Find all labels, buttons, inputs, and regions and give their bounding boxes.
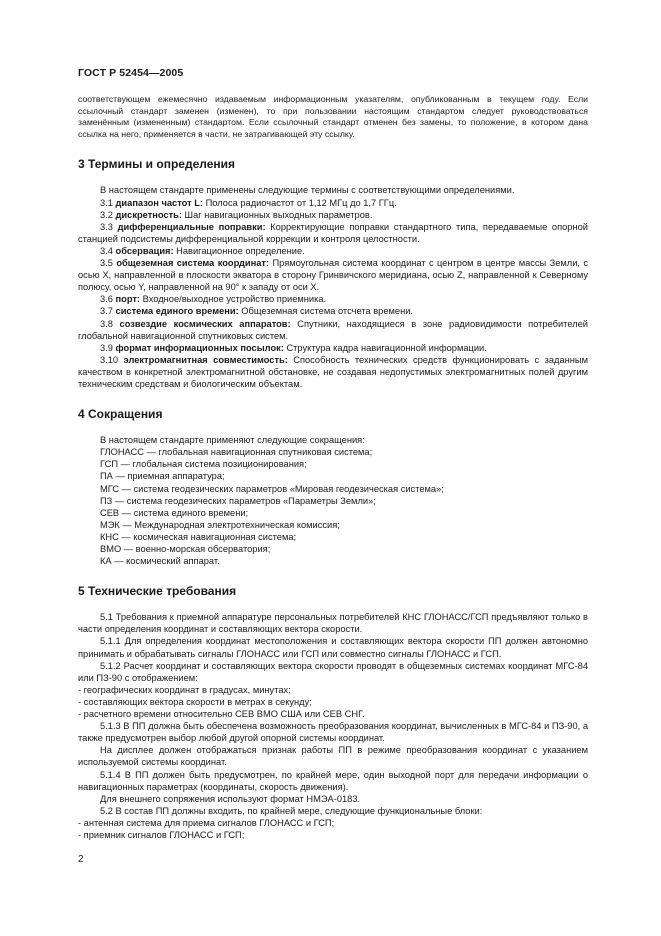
abbr-item: СЕВ — система единого времени; bbox=[100, 507, 249, 518]
term-text: Корректирующие поправки стандартного типа, передаваемые опорной станцией подсистемы дифференциальной коррекции и контроля целостности. bbox=[78, 221, 588, 244]
clause-5-1-3: 5.1.3 В ПП должна быть обеспечена возможность преобразования координат, вычисленных в МГС-84 и ПЗ-90, а также предусмотрен выбор любой другой опорной системы координат. bbox=[78, 721, 588, 744]
term-number: 3.4 bbox=[100, 245, 113, 256]
term-definition bbox=[78, 245, 588, 257]
clause-5-1-4: 5.1.4 В ПП должен быть предусмотрен, по крайней мере, один выходной порт для передачи информации о навигационных параметрах (координаты, скорость движения). bbox=[78, 769, 588, 792]
term-name: общеземная система координат: bbox=[116, 258, 270, 269]
intro-paragraph: соответствующем ежемесячно издаваемым информационным указателям, опубликованным в текущем году. Если ссылочный стандарт заменен (изменен), то при пользовании настоящим стандартом следует руководствоваться заменённым (измененным) стандартом. Если ссылочный стандарт отменен без замены, то положение, в котором дана ссылка на него, применяется в части, не затрагивающей эту ссылку. bbox=[78, 94, 588, 139]
term-definition bbox=[78, 305, 588, 317]
abbr-item: КА — космический аппарат. bbox=[100, 556, 220, 567]
section-4-title: 4 Сокращения bbox=[78, 407, 163, 422]
section-3-title: 3 Термины и определения bbox=[78, 157, 236, 172]
page-number: 2 bbox=[78, 854, 84, 865]
clause-5-1: 5.1 Требования к приемной аппаратуре персональных потребителей КНС ГЛОНАСС/ГСП предъявляют только в части определения координат и составляющих вектора скорости. bbox=[78, 612, 588, 635]
standard-code-header: ГОСТ Р 52454—2005 bbox=[78, 67, 184, 79]
abbr-item: МГС — система геодезических параметров «Мировая геодезическая система»; bbox=[100, 483, 444, 494]
term-definition bbox=[78, 342, 588, 354]
term-text: Общеземная система отсчета времени. bbox=[238, 306, 413, 317]
term-number: 3.10 bbox=[100, 354, 119, 365]
abbr-item: ПЗ — система геодезических параметров «Параметры Земли»; bbox=[100, 495, 376, 506]
section-3-lead: В настоящем стандарте применены следующие термины с соответствующими определениями. bbox=[100, 185, 515, 196]
term-number: 3.7 bbox=[100, 306, 113, 317]
list-item: - антенная система для приема сигналов ГЛОНАСС и ГСП; bbox=[78, 817, 335, 828]
abbr-item: ПА — приемная аппаратура; bbox=[100, 471, 225, 482]
terms-list bbox=[78, 197, 588, 391]
term-number: 3.3 bbox=[100, 221, 113, 232]
term-name: дискретность: bbox=[115, 209, 182, 220]
term-name: формат информационных посылок: bbox=[115, 342, 284, 353]
term-text: Прямоугольная система координат с центром в центре массы Земли, с осью X, направленной в плоскости экватора в сторону Гринвичского меридиана, осью Z, направленной к Северному полюсу, осью Y, направленной на 90° к западу от оси X. bbox=[78, 258, 588, 293]
abbr-item: ВМО — военно-морская обсерватория; bbox=[100, 544, 271, 554]
term-number: 3.9 bbox=[100, 342, 113, 353]
term-number: 3.1 bbox=[100, 197, 113, 208]
term-text: Структура кадра навигационной информации. bbox=[283, 342, 487, 353]
term-name: созвездие космических аппаратов: bbox=[119, 318, 291, 329]
term-name: порт: bbox=[115, 294, 141, 305]
term-text: Навигационное определение. bbox=[173, 245, 305, 256]
abbr-item: ГСП — глобальная система позиционирования; bbox=[100, 459, 307, 470]
abbr-item: МЭК — Международная электротехническая комиссия; bbox=[100, 519, 340, 530]
term-definition bbox=[78, 257, 588, 293]
abbreviations-list bbox=[78, 446, 588, 567]
term-name: диапазон частот L: bbox=[115, 197, 204, 208]
abbr-item: КНС — космическая навигационная система; bbox=[100, 531, 297, 542]
term-definition bbox=[78, 221, 588, 245]
term-name: обсервация: bbox=[115, 245, 174, 256]
term-definition bbox=[78, 354, 588, 390]
term-definition bbox=[78, 293, 588, 305]
term-name: система единого времени: bbox=[115, 306, 239, 317]
list-item: - составляющих вектора скорости в метрах в секунду; bbox=[78, 696, 312, 707]
list-item: - расчетного времени относительно СЕВ ВМО США или СЕВ СНГ. bbox=[78, 709, 365, 720]
section-5-title: 5 Технические требования bbox=[78, 584, 237, 599]
clause-5-1-1: 5.1.1 Для определения координат местоположения и составляющих вектора скорости ПП должен автономно принимать и обрабатывать сигналы ГЛОНАСС или ГСП или совместно сигналы ГЛОНАСС и ГСП. bbox=[78, 636, 588, 659]
clause-5-2: 5.2 В состав ПП должны входить, по крайней мере, следующие функциональные блоки: bbox=[100, 805, 483, 816]
term-number: 3.6 bbox=[100, 294, 113, 305]
term-text: Спутники, находящиеся в зоне радиовидимости потребителей глобальной навигационной спутниковых систем. bbox=[78, 318, 588, 341]
list-item: - приемник сигналов ГЛОНАСС и ГСП; bbox=[78, 829, 245, 840]
term-number: 3.2 bbox=[100, 209, 113, 220]
list-item: - географических координат в градусах, минутах; bbox=[78, 684, 291, 695]
term-text: Способность технических средств функционировать с заданным качеством в конкретной электромагнитной обстановке, не создавая недопустимых электромагнитных полей другим техническим средствам и биологическим объектам. bbox=[78, 354, 588, 389]
term-name: дифференциальные поправки: bbox=[117, 221, 266, 232]
clause-5-1-2: 5.1.2 Расчет координат и составляющих вектора скорости проводят в общеземных системах координат МГС-84 или ПЗ-90 с отображением: bbox=[78, 660, 588, 683]
term-number: 3.8 bbox=[100, 318, 113, 329]
term-name: электромагнитная совместимость: bbox=[123, 354, 288, 365]
term-text: Полоса радиочастот от 1,12 МГц до 1,7 ГГц. bbox=[203, 197, 397, 208]
nmea-format-note: Для внешнего сопряжения используют формат НМЭА-0183. bbox=[100, 793, 361, 804]
term-text: Шаг навигационных выходных параметров. bbox=[181, 209, 373, 220]
term-definition bbox=[78, 318, 588, 342]
term-definition bbox=[78, 209, 588, 221]
term-number: 3.5 bbox=[100, 258, 113, 269]
section-4-lead: В настоящем стандарте применяют следующие сокращения: bbox=[100, 435, 365, 446]
term-definition bbox=[78, 197, 588, 209]
term-text: Входное/выходное устройство приемника. bbox=[140, 294, 327, 305]
page-body bbox=[78, 94, 588, 841]
display-requirement: На дисплее должен отображаться признак работы ПП в режиме преобразования координат с указанием используемой системы координат. bbox=[78, 745, 588, 768]
abbr-item: ГЛОНАСС — глобальная навигационная спутниковая система; bbox=[100, 447, 373, 458]
